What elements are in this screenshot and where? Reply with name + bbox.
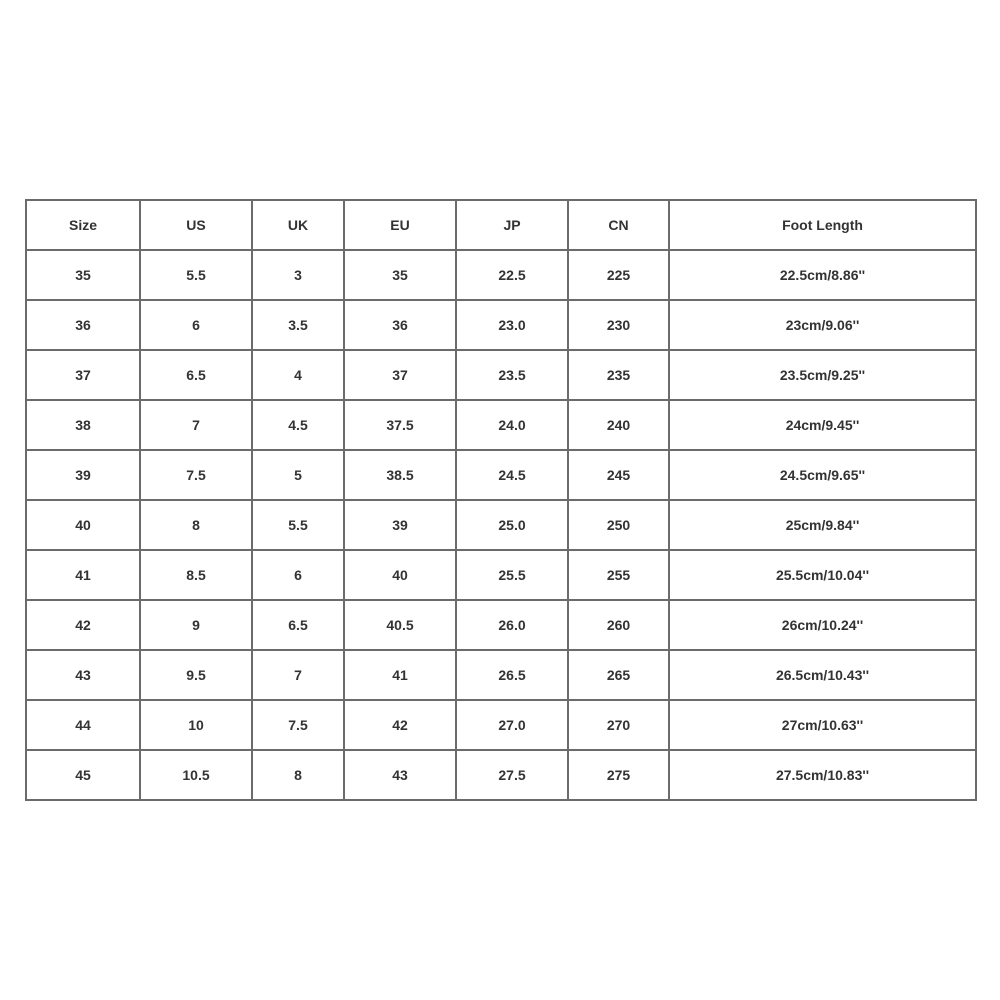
cell-us: 10	[140, 700, 252, 750]
cell-eu: 37	[344, 350, 456, 400]
cell-cn: 250	[568, 500, 669, 550]
cell-jp: 25.5	[456, 550, 568, 600]
cell-cn: 240	[568, 400, 669, 450]
cell-jp: 24.5	[456, 450, 568, 500]
cell-size: 41	[26, 550, 140, 600]
table-row	[26, 350, 976, 400]
header-size: Size	[26, 200, 140, 250]
cell-eu: 42	[344, 700, 456, 750]
header-uk: UK	[252, 200, 344, 250]
cell-jp: 24.0	[456, 400, 568, 450]
cell-uk: 3	[252, 250, 344, 300]
table-row	[26, 650, 976, 700]
table-row	[26, 250, 976, 300]
cell-jp: 26.5	[456, 650, 568, 700]
cell-jp: 23.5	[456, 350, 568, 400]
cell-size: 38	[26, 400, 140, 450]
table-row	[26, 750, 976, 800]
table-row	[26, 500, 976, 550]
table-row	[26, 600, 976, 650]
cell-size: 35	[26, 250, 140, 300]
cell-jp: 23.0	[456, 300, 568, 350]
size-chart-table	[25, 199, 977, 801]
cell-foot-length: 25.5cm/10.04''	[669, 550, 976, 600]
cell-foot-length: 27.5cm/10.83''	[669, 750, 976, 800]
cell-jp: 25.0	[456, 500, 568, 550]
cell-jp: 27.0	[456, 700, 568, 750]
cell-us: 9.5	[140, 650, 252, 700]
cell-eu: 41	[344, 650, 456, 700]
cell-foot-length: 23cm/9.06''	[669, 300, 976, 350]
cell-foot-length: 25cm/9.84''	[669, 500, 976, 550]
cell-cn: 245	[568, 450, 669, 500]
table-row	[26, 300, 976, 350]
cell-cn: 270	[568, 700, 669, 750]
cell-uk: 5	[252, 450, 344, 500]
cell-jp: 27.5	[456, 750, 568, 800]
cell-cn: 235	[568, 350, 669, 400]
cell-size: 40	[26, 500, 140, 550]
cell-uk: 8	[252, 750, 344, 800]
cell-cn: 230	[568, 300, 669, 350]
cell-eu: 36	[344, 300, 456, 350]
cell-us: 8.5	[140, 550, 252, 600]
cell-us: 6	[140, 300, 252, 350]
cell-eu: 43	[344, 750, 456, 800]
cell-eu: 38.5	[344, 450, 456, 500]
cell-uk: 6	[252, 550, 344, 600]
table-header-row	[26, 200, 976, 250]
cell-cn: 275	[568, 750, 669, 800]
cell-size: 42	[26, 600, 140, 650]
cell-foot-length: 22.5cm/8.86''	[669, 250, 976, 300]
cell-eu: 37.5	[344, 400, 456, 450]
header-jp: JP	[456, 200, 568, 250]
table-row	[26, 450, 976, 500]
cell-size: 39	[26, 450, 140, 500]
cell-uk: 4	[252, 350, 344, 400]
cell-cn: 265	[568, 650, 669, 700]
cell-cn: 225	[568, 250, 669, 300]
cell-size: 44	[26, 700, 140, 750]
cell-us: 7.5	[140, 450, 252, 500]
cell-size: 37	[26, 350, 140, 400]
table-row	[26, 700, 976, 750]
header-eu: EU	[344, 200, 456, 250]
cell-us: 9	[140, 600, 252, 650]
cell-eu: 35	[344, 250, 456, 300]
cell-jp: 22.5	[456, 250, 568, 300]
cell-foot-length: 24.5cm/9.65''	[669, 450, 976, 500]
cell-uk: 7.5	[252, 700, 344, 750]
cell-foot-length: 27cm/10.63''	[669, 700, 976, 750]
table-row	[26, 400, 976, 450]
cell-us: 8	[140, 500, 252, 550]
cell-uk: 4.5	[252, 400, 344, 450]
cell-us: 10.5	[140, 750, 252, 800]
header-cn: CN	[568, 200, 669, 250]
cell-cn: 255	[568, 550, 669, 600]
cell-foot-length: 23.5cm/9.25''	[669, 350, 976, 400]
cell-foot-length: 24cm/9.45''	[669, 400, 976, 450]
cell-foot-length: 26cm/10.24''	[669, 600, 976, 650]
cell-eu: 40.5	[344, 600, 456, 650]
cell-uk: 3.5	[252, 300, 344, 350]
header-foot-length: Foot Length	[669, 200, 976, 250]
cell-eu: 40	[344, 550, 456, 600]
cell-size: 43	[26, 650, 140, 700]
cell-foot-length: 26.5cm/10.43''	[669, 650, 976, 700]
cell-jp: 26.0	[456, 600, 568, 650]
cell-size: 45	[26, 750, 140, 800]
cell-us: 7	[140, 400, 252, 450]
table-row	[26, 550, 976, 600]
cell-cn: 260	[568, 600, 669, 650]
cell-eu: 39	[344, 500, 456, 550]
cell-size: 36	[26, 300, 140, 350]
cell-uk: 5.5	[252, 500, 344, 550]
cell-uk: 7	[252, 650, 344, 700]
cell-us: 6.5	[140, 350, 252, 400]
header-us: US	[140, 200, 252, 250]
cell-us: 5.5	[140, 250, 252, 300]
cell-uk: 6.5	[252, 600, 344, 650]
